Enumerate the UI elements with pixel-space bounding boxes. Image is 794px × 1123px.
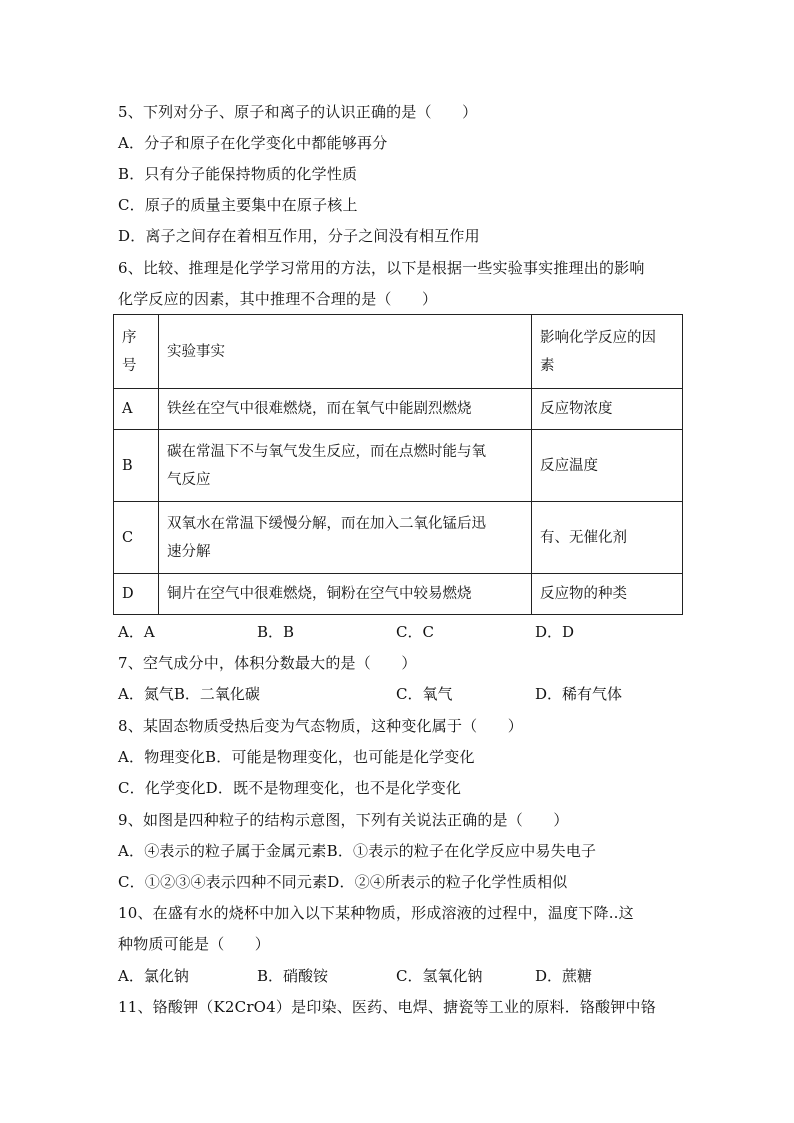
- table-row: [114, 574, 683, 615]
- q10-stem-line2: 种物质可能是（ ）: [118, 935, 271, 953]
- row-factor: 反应温度: [532, 430, 683, 502]
- row-id: C: [114, 502, 159, 574]
- header-index-line1: 序: [122, 329, 137, 346]
- table-row: [114, 430, 683, 502]
- row-fact: [159, 502, 532, 574]
- q7-stem: 7、空气成分中，体积分数最大的是（ ）: [118, 654, 417, 672]
- q6-option-a: A．A: [118, 623, 155, 641]
- header-cell-factor: [532, 315, 683, 389]
- row-id: B: [114, 430, 159, 502]
- q6-stem-line2: 化学反应的因素，其中推理不合理的是（ ）: [118, 290, 438, 308]
- q8-options-line2: C．化学变化D．既不是物理变化，也不是化学变化: [118, 779, 462, 797]
- q8-options-line1: A．物理变化B．可能是物理变化，也可能是化学变化: [118, 748, 475, 766]
- header-factor-line2: 素: [540, 357, 555, 374]
- q7-option-c: C．氧气: [396, 685, 453, 703]
- row-id: D: [114, 574, 159, 615]
- table-row: [114, 389, 683, 430]
- q10-option-a: A．氯化钠: [118, 967, 189, 985]
- q5-option-b: B．只有分子能保持物质的化学性质: [118, 165, 358, 183]
- q6-stem-line1: 6、比较、推理是化学学习常用的方法，以下是根据一些实验事实推理出的影响: [118, 259, 645, 277]
- q10-option-c: C．氢氧化钠: [396, 967, 483, 985]
- q5-option-d: D．离子之间存在着相互作用，分子之间没有相互作用: [118, 227, 480, 245]
- header-factor-line1: 影响化学反应的因: [540, 329, 656, 346]
- row-fact: 铁丝在空气中很难燃烧，而在氧气中能剧烈燃烧: [159, 389, 532, 430]
- table-row: [114, 502, 683, 574]
- row-fact-line2: 速分解: [167, 543, 211, 560]
- q8-stem: 8、某固态物质受热后变为气态物质，这种变化属于（ ）: [118, 717, 523, 735]
- q10-option-b: B．硝酸铵: [257, 967, 329, 985]
- row-id: A: [114, 389, 159, 430]
- q5-option-a: A．分子和原子在化学变化中都能够再分: [118, 134, 388, 152]
- row-fact-line1: 双氧水在常温下缓慢分解，而在加入二氧化锰后迅: [167, 515, 486, 532]
- row-fact-line2: 气反应: [167, 471, 211, 488]
- q7-option-ab: A．氮气B．二氧化碳: [118, 685, 260, 703]
- header-index-line2: 号: [122, 357, 137, 374]
- row-factor: 反应物浓度: [532, 389, 683, 430]
- row-factor: 有、无催化剂: [532, 502, 683, 574]
- q9-options-line2: C．①②③④表示四种不同元素D．②④所表示的粒子化学性质相似: [118, 873, 568, 891]
- row-fact: [159, 430, 532, 502]
- q6-option-d: D．D: [535, 623, 575, 641]
- q9-options-line1: A．④表示的粒子属于金属元素B．①表示的粒子在化学反应中易失电子: [118, 842, 597, 860]
- q11-stem-line1: 11、铬酸钾（K2CrO4）是印染、医药、电焊、搪瓷等工业的原料．铬酸钾中铬: [118, 998, 656, 1016]
- row-fact: 铜片在空气中很难燃烧，铜粉在空气中较易燃烧: [159, 574, 532, 615]
- q5-stem: 5、下列对分子、原子和离子的认识正确的是（ ）: [118, 103, 478, 121]
- q9-stem: 9、如图是四种粒子的结构示意图，下列有关说法正确的是（ ）: [118, 811, 569, 829]
- experiment-table: [113, 314, 683, 615]
- header-cell-fact: 实验事实: [159, 315, 532, 389]
- table-header-row: [114, 315, 683, 389]
- q10-stem-line1: 10、在盛有水的烧杯中加入以下某种物质，形成溶液的过程中，温度下降..这: [118, 904, 634, 922]
- q10-option-d: D．蔗糖: [535, 967, 593, 985]
- q6-option-b: B．B: [257, 623, 295, 641]
- q7-option-d: D．稀有气体: [535, 685, 623, 703]
- q5-option-c: C．原子的质量主要集中在原子核上: [118, 196, 358, 214]
- header-cell-index: [114, 315, 159, 389]
- row-fact-line1: 碳在常温下不与氧气发生反应，而在点燃时能与氧: [167, 443, 486, 460]
- row-factor: 反应物的种类: [532, 574, 683, 615]
- q6-option-c: C．C: [396, 623, 434, 641]
